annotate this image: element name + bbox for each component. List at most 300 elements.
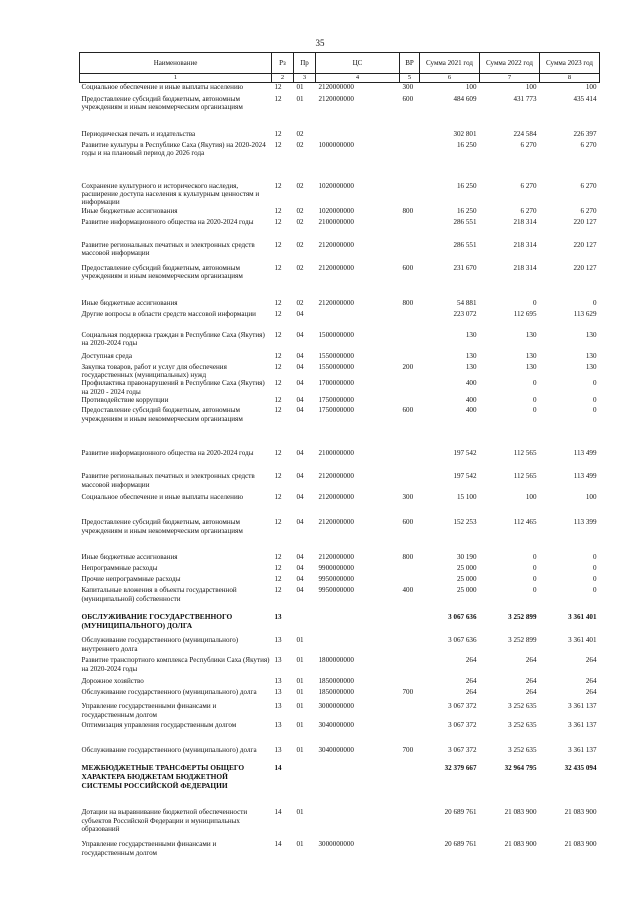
row-cs bbox=[316, 130, 400, 141]
header-number-8: 8 bbox=[540, 74, 600, 83]
row-cs: 3000000000 bbox=[318, 702, 354, 711]
header-name: Наименование bbox=[80, 53, 272, 74]
row-rz: 13 bbox=[274, 677, 282, 686]
row-rz: 13 bbox=[274, 613, 282, 622]
row-cs: 2120000000 bbox=[318, 240, 354, 249]
table-row bbox=[80, 564, 600, 575]
row-vr bbox=[400, 613, 420, 636]
row-sum-2021: 400 bbox=[465, 406, 477, 415]
row-sum-2023: 6 270 bbox=[580, 206, 597, 215]
header-pr: Пр bbox=[294, 53, 316, 74]
row-name: Социальное обеспечение и иные выплаты населению bbox=[81, 83, 244, 91]
budget-sheet bbox=[79, 52, 599, 860]
row-sum-2023: 220 127 bbox=[573, 217, 597, 226]
table-row bbox=[80, 656, 600, 677]
row-rz: 12 bbox=[274, 379, 282, 388]
table-row bbox=[80, 352, 600, 363]
row-name: Иные бюджетные ассигнования bbox=[81, 298, 178, 307]
row-sum-2022: 3 252 635 bbox=[508, 746, 537, 755]
page-number: 35 bbox=[315, 38, 325, 48]
row-sum-2022: 264 bbox=[525, 677, 537, 686]
row-sum-2022: 100 bbox=[525, 83, 537, 91]
row-name: Доступная среда bbox=[81, 351, 133, 360]
row-rz: 12 bbox=[274, 263, 282, 272]
row-name: Профилактика правонарушений в Республике Саха (Якутия) на 2020 - 2024 годы bbox=[81, 379, 265, 396]
row-pr bbox=[294, 764, 316, 808]
row-sum-2021: 25 000 bbox=[456, 575, 477, 584]
row-rz: 12 bbox=[274, 330, 282, 339]
row-rz: 12 bbox=[274, 94, 282, 103]
row-sum-2023: 0 bbox=[592, 564, 597, 573]
row-cs bbox=[316, 310, 400, 331]
row-cs: 2120000000 bbox=[318, 553, 354, 562]
row-name: Обслуживание государственного (муниципального) долга bbox=[81, 688, 257, 697]
row-cs: 2120000000 bbox=[318, 263, 354, 272]
row-vr bbox=[400, 241, 420, 264]
row-sum-2022: 32 964 795 bbox=[504, 764, 537, 773]
row-name: Развитие культуры в Республике Саха (Якутия) на 2020-2024 годы и на плановый период до 2026 года bbox=[81, 140, 266, 157]
table-row bbox=[80, 449, 600, 472]
row-sum-2023: 0 bbox=[592, 379, 597, 388]
row-sum-2023: 0 bbox=[592, 586, 597, 595]
row-vr bbox=[400, 677, 420, 688]
row-pr: 04 bbox=[296, 564, 304, 573]
row-sum-2021: 130 bbox=[465, 351, 477, 360]
row-rz: 12 bbox=[274, 449, 282, 458]
row-sum-2022: 3 252 635 bbox=[508, 721, 537, 730]
row-sum-2023: 21 083 900 bbox=[564, 808, 597, 817]
row-sum-2021: 223 072 bbox=[453, 309, 477, 318]
row-sum-2021: 15 100 bbox=[456, 493, 477, 502]
row-rz: 13 bbox=[274, 636, 282, 645]
row-name: Предоставление субсидий бюджетным, автономным учреждениям и иным некоммерческим организациям bbox=[81, 94, 243, 111]
row-cs: 1850000000 bbox=[318, 688, 354, 697]
table-row bbox=[80, 299, 600, 310]
row-name: Развитие региональных печатных и электронных средств массовой информации bbox=[81, 240, 255, 257]
row-pr: 04 bbox=[296, 493, 304, 502]
table-row bbox=[80, 83, 600, 95]
row-sum-2022: 130 bbox=[525, 351, 537, 360]
table-body bbox=[80, 83, 600, 861]
row-name: Прочие непрограммные расходы bbox=[81, 575, 181, 584]
header-cs: ЦС bbox=[316, 53, 400, 74]
row-vr bbox=[400, 141, 420, 182]
budget-table bbox=[79, 52, 600, 860]
row-rz: 12 bbox=[274, 240, 282, 249]
row-vr bbox=[400, 636, 420, 656]
row-pr: 04 bbox=[296, 362, 304, 371]
row-sum-2022: 3 252 899 bbox=[508, 636, 537, 645]
row-name: Периодическая печать и издательства bbox=[81, 129, 196, 138]
row-sum-2022: 264 bbox=[525, 688, 537, 697]
row-name: Обслуживание государственного (муниципального) долга bbox=[81, 746, 257, 755]
row-name: Другие вопросы в области средств массовой информации bbox=[81, 309, 256, 318]
row-cs: 9950000000 bbox=[318, 586, 354, 595]
row-sum-2022: 100 bbox=[525, 493, 537, 502]
row-sum-2021: 20 689 761 bbox=[444, 808, 477, 817]
table-row bbox=[80, 746, 600, 764]
row-sum-2023: 0 bbox=[592, 298, 597, 307]
row-cs: 2120000000 bbox=[318, 493, 354, 502]
row-sum-2023: 264 bbox=[585, 688, 597, 697]
row-name: Обслуживание государственного (муниципального) внутреннего долга bbox=[81, 636, 239, 653]
row-rz: 13 bbox=[274, 721, 282, 730]
row-sum-2022: 0 bbox=[532, 575, 537, 584]
row-vr bbox=[400, 721, 420, 746]
table-row bbox=[80, 130, 600, 141]
row-vr: 600 bbox=[402, 94, 414, 103]
row-rz: 12 bbox=[274, 396, 282, 405]
row-sum-2021: 25 000 bbox=[456, 586, 477, 595]
row-sum-2021: 231 670 bbox=[453, 263, 477, 272]
row-sum-2022: 0 bbox=[532, 406, 537, 415]
row-cs: 2120000000 bbox=[318, 94, 354, 103]
row-vr bbox=[400, 564, 420, 575]
row-cs: 1500000000 bbox=[318, 330, 354, 339]
table-row bbox=[80, 241, 600, 264]
header-sum-2022: Сумма 2022 год bbox=[480, 53, 540, 74]
row-vr bbox=[400, 310, 420, 331]
row-rz: 13 bbox=[274, 746, 282, 755]
row-name: Закупка товаров, работ и услуг для обеспечения государственных (муниципальных) нужд bbox=[81, 362, 227, 379]
table-row bbox=[80, 677, 600, 688]
row-vr: 600 bbox=[402, 263, 414, 272]
row-vr: 800 bbox=[402, 298, 414, 307]
row-sum-2022: 218 314 bbox=[513, 263, 537, 272]
row-cs: 9900000000 bbox=[318, 564, 354, 573]
row-vr bbox=[400, 331, 420, 352]
table-row bbox=[80, 688, 600, 702]
header-number-4: 4 bbox=[316, 74, 400, 83]
row-pr: 01 bbox=[296, 94, 304, 103]
table-row bbox=[80, 472, 600, 493]
header-rz: Рз bbox=[272, 53, 294, 74]
row-name: МЕЖБЮДЖЕТНЫЕ ТРАНСФЕРТЫ ОБЩЕГО ХАРАКТЕРА БЮДЖЕТАМ БЮДЖЕТНОЙ СИСТЕМЫ РОССИЙСКОЙ ФЕДЕРАЦИИ bbox=[81, 764, 245, 790]
row-vr: 400 bbox=[402, 586, 414, 595]
row-vr bbox=[400, 449, 420, 472]
row-name: Предоставление субсидий бюджетным, автономным учреждениям и иным некоммерческим организациям bbox=[81, 518, 243, 535]
row-vr bbox=[400, 472, 420, 493]
row-sum-2023: 130 bbox=[585, 330, 597, 339]
row-name: Социальная поддержка граждан в Республике Саха (Якутия) на 2020-2024 годы bbox=[81, 330, 265, 347]
row-sum-2021: 54 881 bbox=[456, 298, 477, 307]
row-name: Противодействие коррупции bbox=[81, 396, 169, 405]
row-pr: 02 bbox=[296, 181, 304, 190]
table-row bbox=[80, 207, 600, 218]
table-row bbox=[80, 586, 600, 613]
row-rz: 12 bbox=[274, 362, 282, 371]
row-name: Предоставление субсидий бюджетным, автономным учреждениям и иным некоммерческим организациям bbox=[81, 406, 243, 423]
row-name: Управление государственными финансами и государственным долгом bbox=[81, 702, 217, 719]
row-rz: 12 bbox=[274, 406, 282, 415]
row-name: Развитие транспортного комплекса Республики Саха (Якутия) на 2020-2024 годы bbox=[81, 656, 270, 673]
row-cs bbox=[316, 613, 400, 636]
row-sum-2023: 100 bbox=[585, 493, 597, 502]
row-sum-2021: 484 609 bbox=[453, 94, 477, 103]
header-sum-2023: Сумма 2023 год bbox=[540, 53, 600, 74]
row-rz: 13 bbox=[274, 702, 282, 711]
row-cs: 2120000000 bbox=[318, 472, 354, 481]
row-sum-2021: 30 190 bbox=[456, 553, 477, 562]
row-sum-2023: 100 bbox=[585, 83, 597, 91]
row-pr: 02 bbox=[296, 206, 304, 215]
row-rz: 12 bbox=[274, 586, 282, 595]
row-sum-2022: 112 465 bbox=[513, 518, 537, 527]
row-name: Оптимизация управления государственным долгом bbox=[81, 721, 237, 730]
row-sum-2022: 0 bbox=[532, 379, 537, 388]
row-sum-2021: 286 551 bbox=[453, 240, 477, 249]
row-cs: 2120000000 bbox=[318, 518, 354, 527]
row-sum-2023: 220 127 bbox=[573, 240, 597, 249]
row-pr: 01 bbox=[296, 808, 304, 817]
row-sum-2022: 6 270 bbox=[520, 140, 537, 149]
table-row bbox=[80, 141, 600, 182]
row-pr: 04 bbox=[296, 472, 304, 481]
row-cs: 1000000000 bbox=[318, 140, 354, 149]
header-number-3: 3 bbox=[294, 74, 316, 83]
row-sum-2023: 3 361 137 bbox=[568, 721, 597, 730]
row-cs bbox=[316, 636, 400, 656]
row-cs: 1750000000 bbox=[318, 396, 354, 405]
row-name: ОБСЛУЖИВАНИЕ ГОСУДАРСТВЕННОГО (МУНИЦИПАЛЬНОГО) ДОЛГА bbox=[81, 613, 233, 631]
row-sum-2021: 3 067 636 bbox=[448, 636, 477, 645]
row-pr: 01 bbox=[296, 636, 304, 645]
row-pr: 01 bbox=[296, 746, 304, 755]
row-rz: 12 bbox=[274, 553, 282, 562]
row-vr bbox=[400, 218, 420, 241]
header-number-7: 7 bbox=[480, 74, 540, 83]
row-sum-2022: 431 773 bbox=[513, 94, 537, 103]
row-sum-2021: 400 bbox=[465, 396, 477, 405]
row-sum-2022: 0 bbox=[532, 564, 537, 573]
row-vr bbox=[400, 808, 420, 840]
row-name: Развитие информационного общества на 2020-2024 годы bbox=[81, 449, 254, 458]
row-sum-2023: 6 270 bbox=[580, 181, 597, 190]
header-number-5: 5 bbox=[400, 74, 420, 83]
row-vr: 200 bbox=[402, 362, 414, 371]
row-rz: 13 bbox=[274, 656, 282, 665]
row-pr: 04 bbox=[296, 449, 304, 458]
header-number-2: 2 bbox=[272, 74, 294, 83]
row-sum-2023: 113 499 bbox=[573, 449, 597, 458]
row-rz: 14 bbox=[274, 808, 282, 817]
table-row bbox=[80, 95, 600, 130]
table-row bbox=[80, 363, 600, 380]
row-cs: 1800000000 bbox=[318, 656, 354, 665]
row-rz: 12 bbox=[274, 309, 282, 318]
row-rz: 12 bbox=[274, 298, 282, 307]
row-sum-2023: 113 399 bbox=[573, 518, 597, 527]
row-sum-2022: 21 083 900 bbox=[504, 840, 537, 849]
row-pr: 04 bbox=[296, 586, 304, 595]
row-rz: 12 bbox=[274, 83, 282, 91]
row-cs: 9950000000 bbox=[318, 575, 354, 584]
row-pr: 04 bbox=[296, 575, 304, 584]
row-cs: 1020000000 bbox=[318, 206, 354, 215]
row-name: Управление государственными финансами и государственным долгом bbox=[81, 840, 217, 857]
table-row bbox=[80, 331, 600, 352]
row-vr: 300 bbox=[402, 493, 414, 502]
row-sum-2021: 25 000 bbox=[456, 564, 477, 573]
row-cs: 2120000000 bbox=[318, 298, 354, 307]
row-sum-2021: 16 250 bbox=[456, 181, 477, 190]
row-name: Предоставление субсидий бюджетным, автономным учреждениям и иным некоммерческим организациям bbox=[81, 263, 243, 280]
row-rz: 12 bbox=[274, 564, 282, 573]
row-vr bbox=[400, 702, 420, 721]
row-vr: 600 bbox=[402, 406, 414, 415]
row-sum-2023: 0 bbox=[592, 406, 597, 415]
table-header bbox=[80, 53, 600, 83]
table-row bbox=[80, 613, 600, 636]
row-rz: 12 bbox=[274, 181, 282, 190]
row-sum-2022: 112 565 bbox=[513, 449, 537, 458]
row-pr: 04 bbox=[296, 396, 304, 405]
row-sum-2022: 21 083 900 bbox=[504, 808, 537, 817]
row-vr bbox=[400, 764, 420, 808]
row-cs: 1550000000 bbox=[318, 362, 354, 371]
row-sum-2022: 112 695 bbox=[513, 309, 537, 318]
table-row bbox=[80, 493, 600, 518]
table-row bbox=[80, 575, 600, 586]
row-sum-2021: 130 bbox=[465, 330, 477, 339]
row-cs: 1750000000 bbox=[318, 406, 354, 415]
row-name: Иные бюджетные ассигнования bbox=[81, 206, 178, 215]
table-row bbox=[80, 518, 600, 553]
row-vr: 700 bbox=[402, 746, 414, 755]
row-sum-2021: 32 379 667 bbox=[444, 764, 477, 773]
row-rz: 12 bbox=[274, 217, 282, 226]
row-vr: 800 bbox=[402, 206, 414, 215]
row-sum-2022: 112 565 bbox=[513, 472, 537, 481]
table-row bbox=[80, 702, 600, 721]
table-row bbox=[80, 636, 600, 656]
table-row bbox=[80, 218, 600, 241]
row-sum-2021: 16 250 bbox=[456, 206, 477, 215]
row-sum-2021: 400 bbox=[465, 379, 477, 388]
table-row bbox=[80, 764, 600, 808]
row-pr: 01 bbox=[296, 721, 304, 730]
row-sum-2022: 6 270 bbox=[520, 206, 537, 215]
row-pr: 01 bbox=[296, 677, 304, 686]
row-sum-2022: 218 314 bbox=[513, 240, 537, 249]
row-rz: 12 bbox=[274, 129, 282, 138]
row-sum-2021: 20 689 761 bbox=[444, 840, 477, 849]
row-sum-2021: 3 067 372 bbox=[448, 721, 477, 730]
row-rz: 14 bbox=[274, 840, 282, 849]
row-sum-2023: 32 435 094 bbox=[564, 764, 597, 773]
row-vr bbox=[400, 656, 420, 677]
row-pr: 02 bbox=[296, 129, 304, 138]
table-row bbox=[80, 264, 600, 299]
row-pr: 02 bbox=[296, 140, 304, 149]
row-cs bbox=[316, 764, 400, 808]
row-vr bbox=[400, 182, 420, 207]
row-name: Развитие региональных печатных и электронных средств массовой информации bbox=[81, 472, 255, 489]
row-sum-2023: 21 083 900 bbox=[564, 840, 597, 849]
row-sum-2021: 130 bbox=[465, 362, 477, 371]
row-pr bbox=[294, 613, 316, 636]
table-row bbox=[80, 721, 600, 746]
row-cs: 3040000000 bbox=[318, 746, 354, 755]
table-row bbox=[80, 808, 600, 840]
row-cs: 1020000000 bbox=[318, 181, 354, 190]
row-name: Капитальные вложения в объекты государственной (муниципальной) собственности bbox=[81, 586, 237, 603]
row-name: Развитие информационного общества на 2020-2024 годы bbox=[81, 217, 254, 226]
table-row bbox=[80, 406, 600, 449]
row-name: Социальное обеспечение и иные выплаты населению bbox=[81, 493, 244, 502]
row-sum-2023: 226 397 bbox=[573, 129, 597, 138]
row-sum-2021: 100 bbox=[465, 83, 477, 91]
row-pr: 04 bbox=[296, 406, 304, 415]
row-vr bbox=[400, 575, 420, 586]
row-sum-2023: 3 361 137 bbox=[568, 746, 597, 755]
row-vr: 600 bbox=[402, 518, 414, 527]
row-sum-2022: 0 bbox=[532, 553, 537, 562]
row-vr: 800 bbox=[402, 553, 414, 562]
row-pr: 04 bbox=[296, 351, 304, 360]
row-rz: 12 bbox=[274, 140, 282, 149]
row-pr: 01 bbox=[296, 83, 304, 91]
row-name: Сохранение культурного и исторического наследия, расширение доступа населения к культурным ценностям и информации bbox=[81, 181, 260, 207]
row-cs: 1850000000 bbox=[318, 677, 354, 686]
row-sum-2023: 435 414 bbox=[573, 94, 597, 103]
row-pr: 01 bbox=[296, 688, 304, 697]
row-rz: 12 bbox=[274, 493, 282, 502]
row-name: Иные бюджетные ассигнования bbox=[81, 553, 178, 562]
row-pr: 02 bbox=[296, 298, 304, 307]
row-sum-2022: 0 bbox=[532, 586, 537, 595]
row-sum-2022: 3 252 899 bbox=[508, 613, 537, 622]
row-pr: 01 bbox=[296, 840, 304, 849]
row-cs bbox=[316, 808, 400, 840]
row-sum-2022: 0 bbox=[532, 298, 537, 307]
table-row bbox=[80, 553, 600, 564]
header-number-6: 6 bbox=[420, 74, 480, 83]
row-pr: 02 bbox=[296, 263, 304, 272]
header-number-1: 1 bbox=[80, 74, 272, 83]
row-cs: 2100000000 bbox=[318, 217, 354, 226]
row-pr: 04 bbox=[296, 330, 304, 339]
row-rz: 12 bbox=[274, 518, 282, 527]
row-pr: 04 bbox=[296, 553, 304, 562]
header-vr: ВР bbox=[400, 53, 420, 74]
table-row bbox=[80, 379, 600, 396]
row-name: Дорожное хозяйство bbox=[81, 677, 144, 686]
row-sum-2023: 264 bbox=[585, 656, 597, 665]
row-cs: 1700000000 bbox=[318, 379, 354, 388]
row-sum-2023: 3 361 401 bbox=[568, 613, 597, 622]
row-vr bbox=[400, 352, 420, 363]
row-sum-2021: 197 542 bbox=[453, 472, 477, 481]
row-sum-2023: 130 bbox=[585, 362, 597, 371]
row-sum-2022: 6 270 bbox=[520, 181, 537, 190]
row-sum-2023: 3 361 137 bbox=[568, 702, 597, 711]
row-sum-2021: 16 250 bbox=[456, 140, 477, 149]
row-sum-2023: 130 bbox=[585, 351, 597, 360]
row-sum-2023: 220 127 bbox=[573, 263, 597, 272]
row-sum-2022: 218 314 bbox=[513, 217, 537, 226]
row-sum-2022: 264 bbox=[525, 656, 537, 665]
row-sum-2023: 0 bbox=[592, 553, 597, 562]
table-row bbox=[80, 182, 600, 207]
row-sum-2021: 264 bbox=[465, 677, 477, 686]
row-pr: 02 bbox=[296, 217, 304, 226]
row-pr: 01 bbox=[296, 656, 304, 665]
row-sum-2021: 152 253 bbox=[453, 518, 477, 527]
row-rz: 12 bbox=[274, 206, 282, 215]
row-vr bbox=[400, 379, 420, 396]
table-row bbox=[80, 840, 600, 860]
